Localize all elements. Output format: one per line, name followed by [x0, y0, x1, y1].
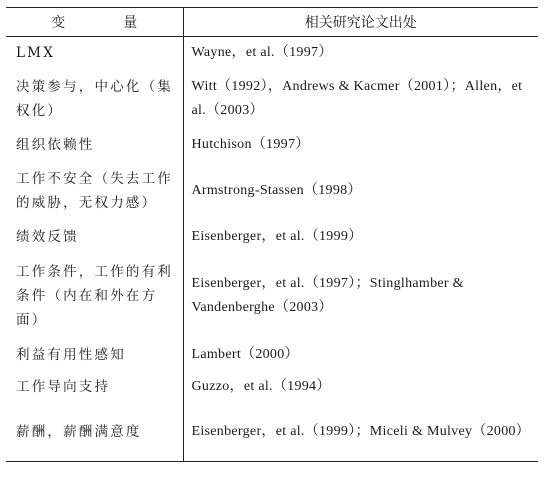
- header-source: 相关研究论文出处: [304, 15, 417, 31]
- table-row: [6, 403, 538, 461]
- cell-variable: 薪酬，薪酬满意度: [6, 403, 183, 461]
- cell-variable: 工作导向支持: [6, 371, 183, 403]
- cell-source: Witt（1992），Andrews & Kacmer（2001）；Allen，et al.（2003）: [191, 79, 523, 118]
- cell-variable: 工作条件，工作的有利条件（内在和外在方面）: [6, 253, 183, 339]
- cell-source: Eisenberger，et al.（1997）；Stinglhamber & Vandenberghe（2003）: [191, 276, 464, 315]
- cell-source: Armstrong-Stassen（1998）: [191, 183, 362, 198]
- cell-source: Eisenberger，et al.（1999）；Miceli & Mulvey（2000）: [191, 423, 531, 439]
- cell-source: Hutchison（1997）: [191, 137, 310, 152]
- cell-variable: 利益有用性感知: [6, 339, 183, 371]
- cell-source: Wayne，et al.（1997）: [191, 45, 333, 60]
- cell-variable: LMX: [6, 37, 183, 70]
- table-row: [6, 221, 538, 253]
- table-row: [6, 129, 538, 161]
- cell-source: Eisenberger，et al.（1999）: [191, 229, 363, 244]
- cell-variable: 工作不安全（失去工作的威胁，无权力感）: [6, 161, 183, 221]
- variables-table: [6, 7, 538, 462]
- cell-variable: 决策参与，中心化（集权化）: [6, 69, 183, 129]
- cell-source: Lambert（2000）: [191, 347, 299, 362]
- table-row: [6, 371, 538, 403]
- table-header-row: [6, 8, 538, 37]
- table-row: [6, 339, 538, 371]
- table-row: [6, 37, 538, 70]
- table-row: [6, 161, 538, 221]
- cell-variable: 组织依赖性: [6, 129, 183, 161]
- table-row: [6, 253, 538, 339]
- header-variable: 变 量: [6, 8, 183, 37]
- cell-source: Guzzo，et al.（1994）: [191, 379, 331, 394]
- cell-variable: 绩效反馈: [6, 221, 183, 253]
- table-row: [6, 69, 538, 129]
